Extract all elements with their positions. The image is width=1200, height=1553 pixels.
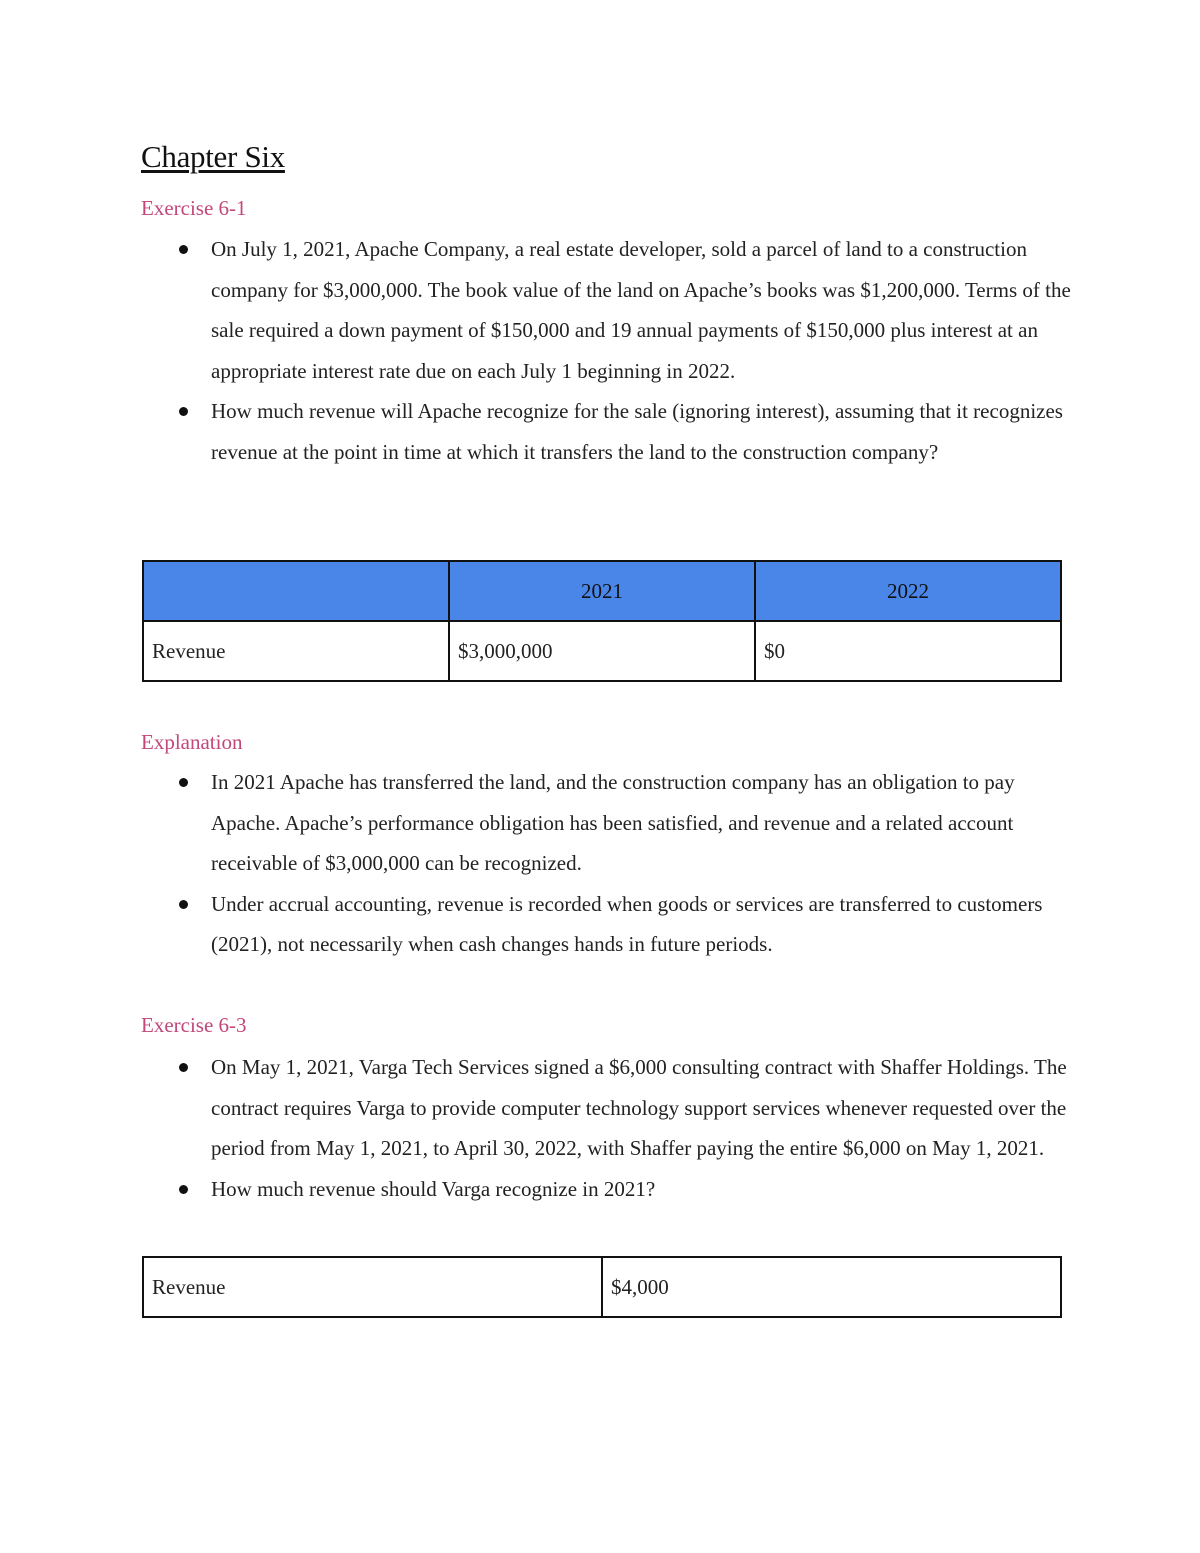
exercise-6-1-bullets: [141, 229, 1071, 473]
list-item-text: How much revenue should Varga recognize in 2021?: [211, 1176, 656, 1201]
table-cell: $4,000: [602, 1257, 1061, 1317]
explanation-heading: Explanation: [141, 730, 243, 754]
list-item: [141, 884, 1071, 965]
table-header-row: [143, 561, 1061, 621]
list-item: [141, 391, 1071, 472]
exercise-6-3-heading: Exercise 6-3: [141, 1013, 247, 1037]
bullet-icon: [179, 1063, 188, 1072]
exercise-6-1-revenue-table: [142, 560, 1062, 682]
table-cell: $3,000,000: [449, 621, 755, 681]
list-item-text: In 2021 Apache has transferred the land, and the construction company has an obligation to pay Apache. Apache’s performance obligation has been satisfied, and revenue and a related account receivable of $3,000,000 can be recognized.: [211, 770, 1015, 876]
table-cell: Revenue: [143, 621, 449, 681]
bullet-icon: [179, 1185, 188, 1194]
list-item-text: On July 1, 2021, Apache Company, a real estate developer, sold a parcel of land to a construction company for $3,000,000. The book value of the land on Apache’s books was $1,200,000. Terms of the sale required a down payment of $150,000 and 19 annual payments of $150,000 plus interest at an appropriate interest rate due on each July 1 beginning in 2022.: [211, 237, 1071, 383]
table-row: [143, 621, 1061, 681]
exercise-6-1-heading: Exercise 6-1: [141, 196, 247, 220]
table-header-cell: [143, 561, 449, 621]
list-item-text: Under accrual accounting, revenue is recorded when goods or services are transferred to customers (2021), not necessarily when cash changes hands in future periods.: [211, 891, 1043, 957]
table-cell: $0: [755, 621, 1061, 681]
list-item-text: How much revenue will Apache recognize for the sale (ignoring interest), assuming that it recognizes revenue at the point in time at which it transfers the land to the construction company?: [211, 399, 1063, 464]
bullet-icon: [179, 407, 188, 416]
table-row: [143, 1257, 1061, 1317]
explanation-bullets: [141, 762, 1071, 965]
list-item: [141, 229, 1071, 391]
list-item: [141, 762, 1071, 884]
bullet-icon: [179, 245, 188, 254]
exercise-6-3-bullets: [141, 1047, 1071, 1209]
table-header-cell: 2021: [449, 561, 755, 621]
bullet-icon: [179, 900, 188, 909]
chapter-title: Chapter Six: [141, 139, 285, 174]
table-header-cell: 2022: [755, 561, 1061, 621]
table-cell: Revenue: [143, 1257, 602, 1317]
list-item-text: On May 1, 2021, Varga Tech Services signed a $6,000 consulting contract with Shaffer Holdings. The contract requires Varga to provide computer technology support services whenever requested over the period from May 1, 2021, to April 30, 2022, with Shaffer paying the entire $6,000 on May 1, 2021.: [211, 1055, 1067, 1161]
exercise-6-3-revenue-table: [142, 1256, 1062, 1318]
bullet-icon: [179, 778, 188, 787]
list-item: [141, 1169, 1071, 1210]
list-item: [141, 1047, 1071, 1169]
